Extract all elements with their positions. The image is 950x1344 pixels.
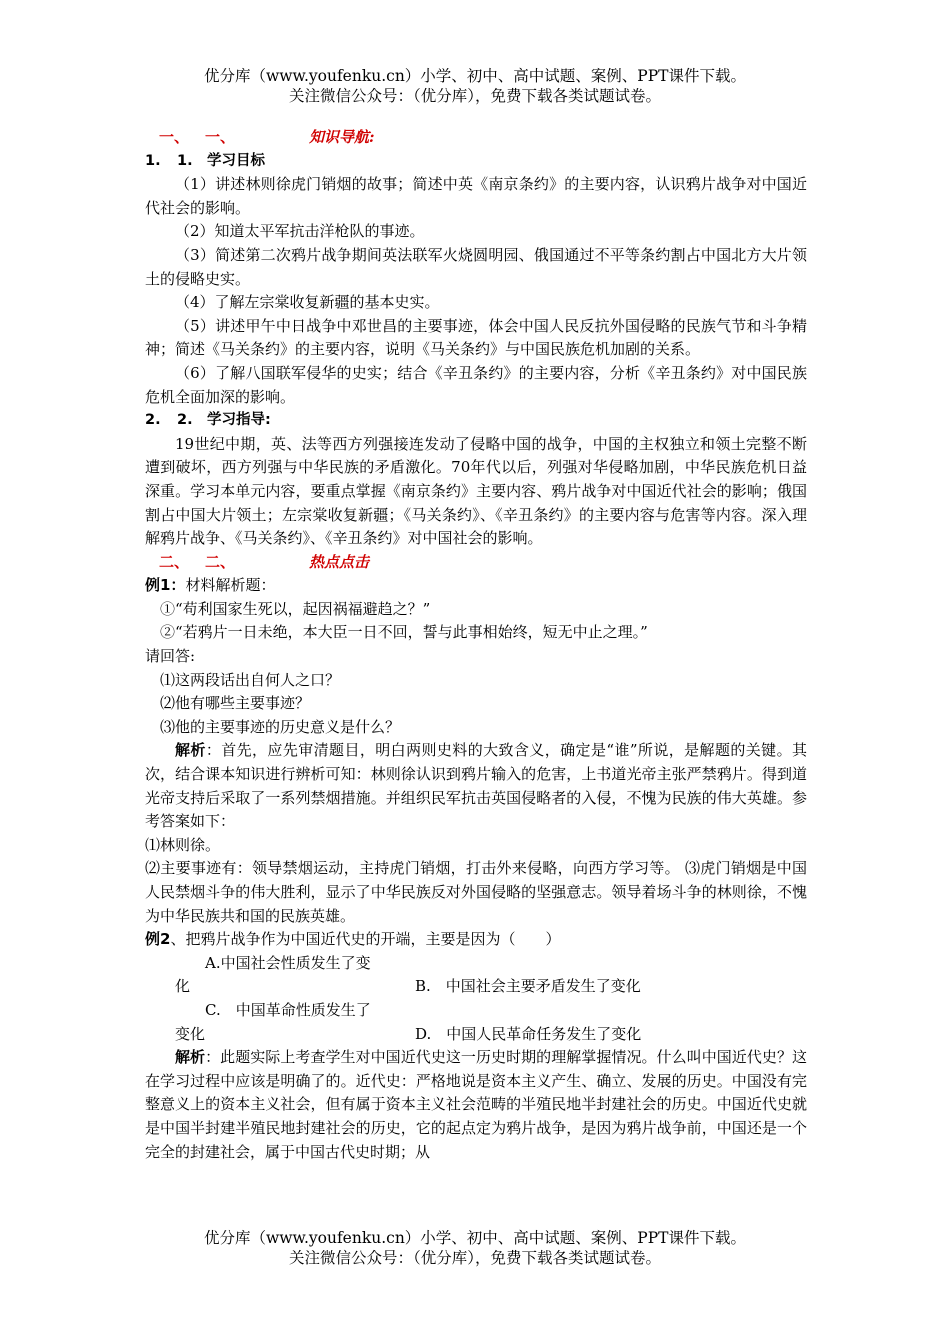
footer-line-2: 关注微信公众号：（优分库），免费下载各类试题试卷。 [288,1249,661,1267]
section-1-title: 知识导航: [309,128,375,146]
example-2-options-cd [145,999,807,1046]
example-1-ask: 请回答: [145,647,196,666]
guide-heading [145,409,807,433]
header-line-1: 优分库（www.youfenku.cn）小学、初中、高中试题、案例、PPT课件下载。 [203,67,747,85]
example-1-answer-2: ⑵主要事迹有：领导禁烟运动，主持虎门销烟，打击外来侵略，向西方学习等。 ⑶虎门销烟是中国人民禁烟斗争的伟大胜利，显示了中华民族反对外国侵略的坚强意志。领导着场斗争的林则徐，不愧为中华民族共和国的民族英雄。 [145,859,807,925]
section-1-num-2: 一、 [205,128,236,146]
goal-item-4: （4）了解左宗棠收复新疆的基本史实。 [175,293,440,312]
goals-title: 学习目标 [207,152,265,169]
example-2-analysis-label: 解析 [175,1048,206,1067]
guide-num: 2. [145,412,161,429]
goals-num-2: 1. [177,152,193,169]
example-1-analysis-label: 解析 [175,741,206,760]
goal-item-3: （3）简述第二次鸦片战争期间英法联军火烧圆明园、俄国通过不平等条约割占中国北方大片领土的侵略史实。 [145,245,807,288]
option-a: A.中国社会性质发生了变化 [175,953,371,996]
example-1-answer-1: ⑴林则徐。 [145,835,221,854]
goal-item-6: （6）了解八国联军侵华的史实；结合《辛丑条约》的主要内容，分析《辛丑条约》对中国民族危机全面加深的影响。 [145,363,807,406]
example-1-quote-2: ②“若鸦片一日未绝，本大臣一日不回，誓与此事相始终，短无中止之理。” [160,623,648,642]
page-footer [0,1228,950,1268]
section-1-num: 一、 [159,128,190,146]
example-1-question-2: ⑵他有哪些主要事迹？ [160,694,311,713]
example-2-label: 例2 [145,930,171,949]
example-1-quote-1: ①“苟利国家生死以，起因祸福避趋之？” [160,599,431,618]
example-1-intro: 材料解析题： [185,576,276,595]
goal-item-2: （2）知道太平军抗击洋枪队的事迹。 [175,222,425,241]
page-header [0,66,950,106]
page-body [145,126,807,1164]
guide-text: 19世纪中期，英、法等西方列强接连发动了侵略中国的战争，中国的主权独立和领土完整不断遭到破坏，西方列强与中华民族的矛盾激化。70年代以后，列强对华侵略加剧，中华民族危机日益深重。学习本单元内容，要重点掌握《南京条约》主要内容、鸦片战争对中国近代社会的影响；俄国割占中国大片领土；左宗棠收复新疆；《马关条约》、《辛丑条约》的主要内容与危害等内容。深入理解鸦片战争、《马关条约》、《辛丑条约》对中国社会的影响。 [145,434,807,548]
example-2-analysis-text: ：此题实际上考查学生对中国近代史这一历史时期的理解掌握情况。什么叫中国近代史？这在学习过程中应该是明确了的。近代史：严格地说是资本主义产生、确立、发展的历史。中国没有完整意义上的资本主义社会，但有属于资本主义社会范畴的半殖民地半封建社会的历史。中国近代史就是中国半封建半殖民地封建社会的历史，它的起点定为鸦片战争，是因为鸦片战争前，中国还是一个完全的封建社会，属于中国古代史时期；从 [145,1048,807,1161]
example-2-analysis [145,1046,807,1164]
section-2-num: 二、 [159,552,190,571]
example-1-analysis [145,739,807,833]
goals-heading [145,150,807,174]
section-2-num-2: 二、 [205,552,236,571]
option-c: C. 中国革命性质发生了变化 [175,1000,371,1043]
example-1-analysis-text: ：首先，应先审清题目，明白两则史料的大致含义，确定是“谁”所说，是解题的关键。其次，结合课本知识进行辨析可知：林则徐认识到鸦片输入的危害，上书道光帝主张严禁鸦片。得到道光帝支持后采取了一系列禁烟措施。并组织民军抗击英国侵略者的入侵，不愧为民族的伟大英雄。参考答案如下： [145,741,807,831]
footer-line-1: 优分库（www.youfenku.cn）小学、初中、高中试题、案例、PPT课件下载。 [203,1229,747,1247]
goal-item-1: （1）讲述林则徐虎门销烟的故事；简述中英《南京条约》的主要内容，认识鸦片战争对中国近代社会的影响。 [145,175,807,217]
example-2-question: 、把鸦片战争作为中国近代史的开端，主要是因为（ ） [170,930,561,949]
example-1-question-3: ⑶他的主要事迹的历史意义是什么？ [160,717,401,736]
section-2-heading [145,551,807,575]
guide-title: 学习指导: [207,412,271,429]
example-1-question-1: ⑴这两段话出自何人之口？ [160,670,341,689]
guide-num-2: 2. [177,412,193,429]
section-1-heading [145,126,807,150]
example-2-options-ab [145,952,807,999]
example-2-heading [145,928,807,952]
section-2-title: 热点点击 [309,552,370,571]
example-1-label: 例1： [145,576,186,595]
option-d: D. 中国人民革命任务发生了变化 [415,1024,642,1043]
goals-num: 1. [145,152,161,169]
goal-item-5: （5）讲述甲午中日战争中邓世昌的主要事迹，体会中国人民反抗外国侵略的民族气节和斗争精神；简述《马关条约》的主要内容，说明《马关条约》与中国民族危机加剧的关系。 [145,316,807,359]
header-line-2: 关注微信公众号：（优分库），免费下载各类试题试卷。 [288,87,661,105]
example-1-heading [145,574,807,598]
option-b: B. 中国社会主要矛盾发生了变化 [415,977,641,996]
